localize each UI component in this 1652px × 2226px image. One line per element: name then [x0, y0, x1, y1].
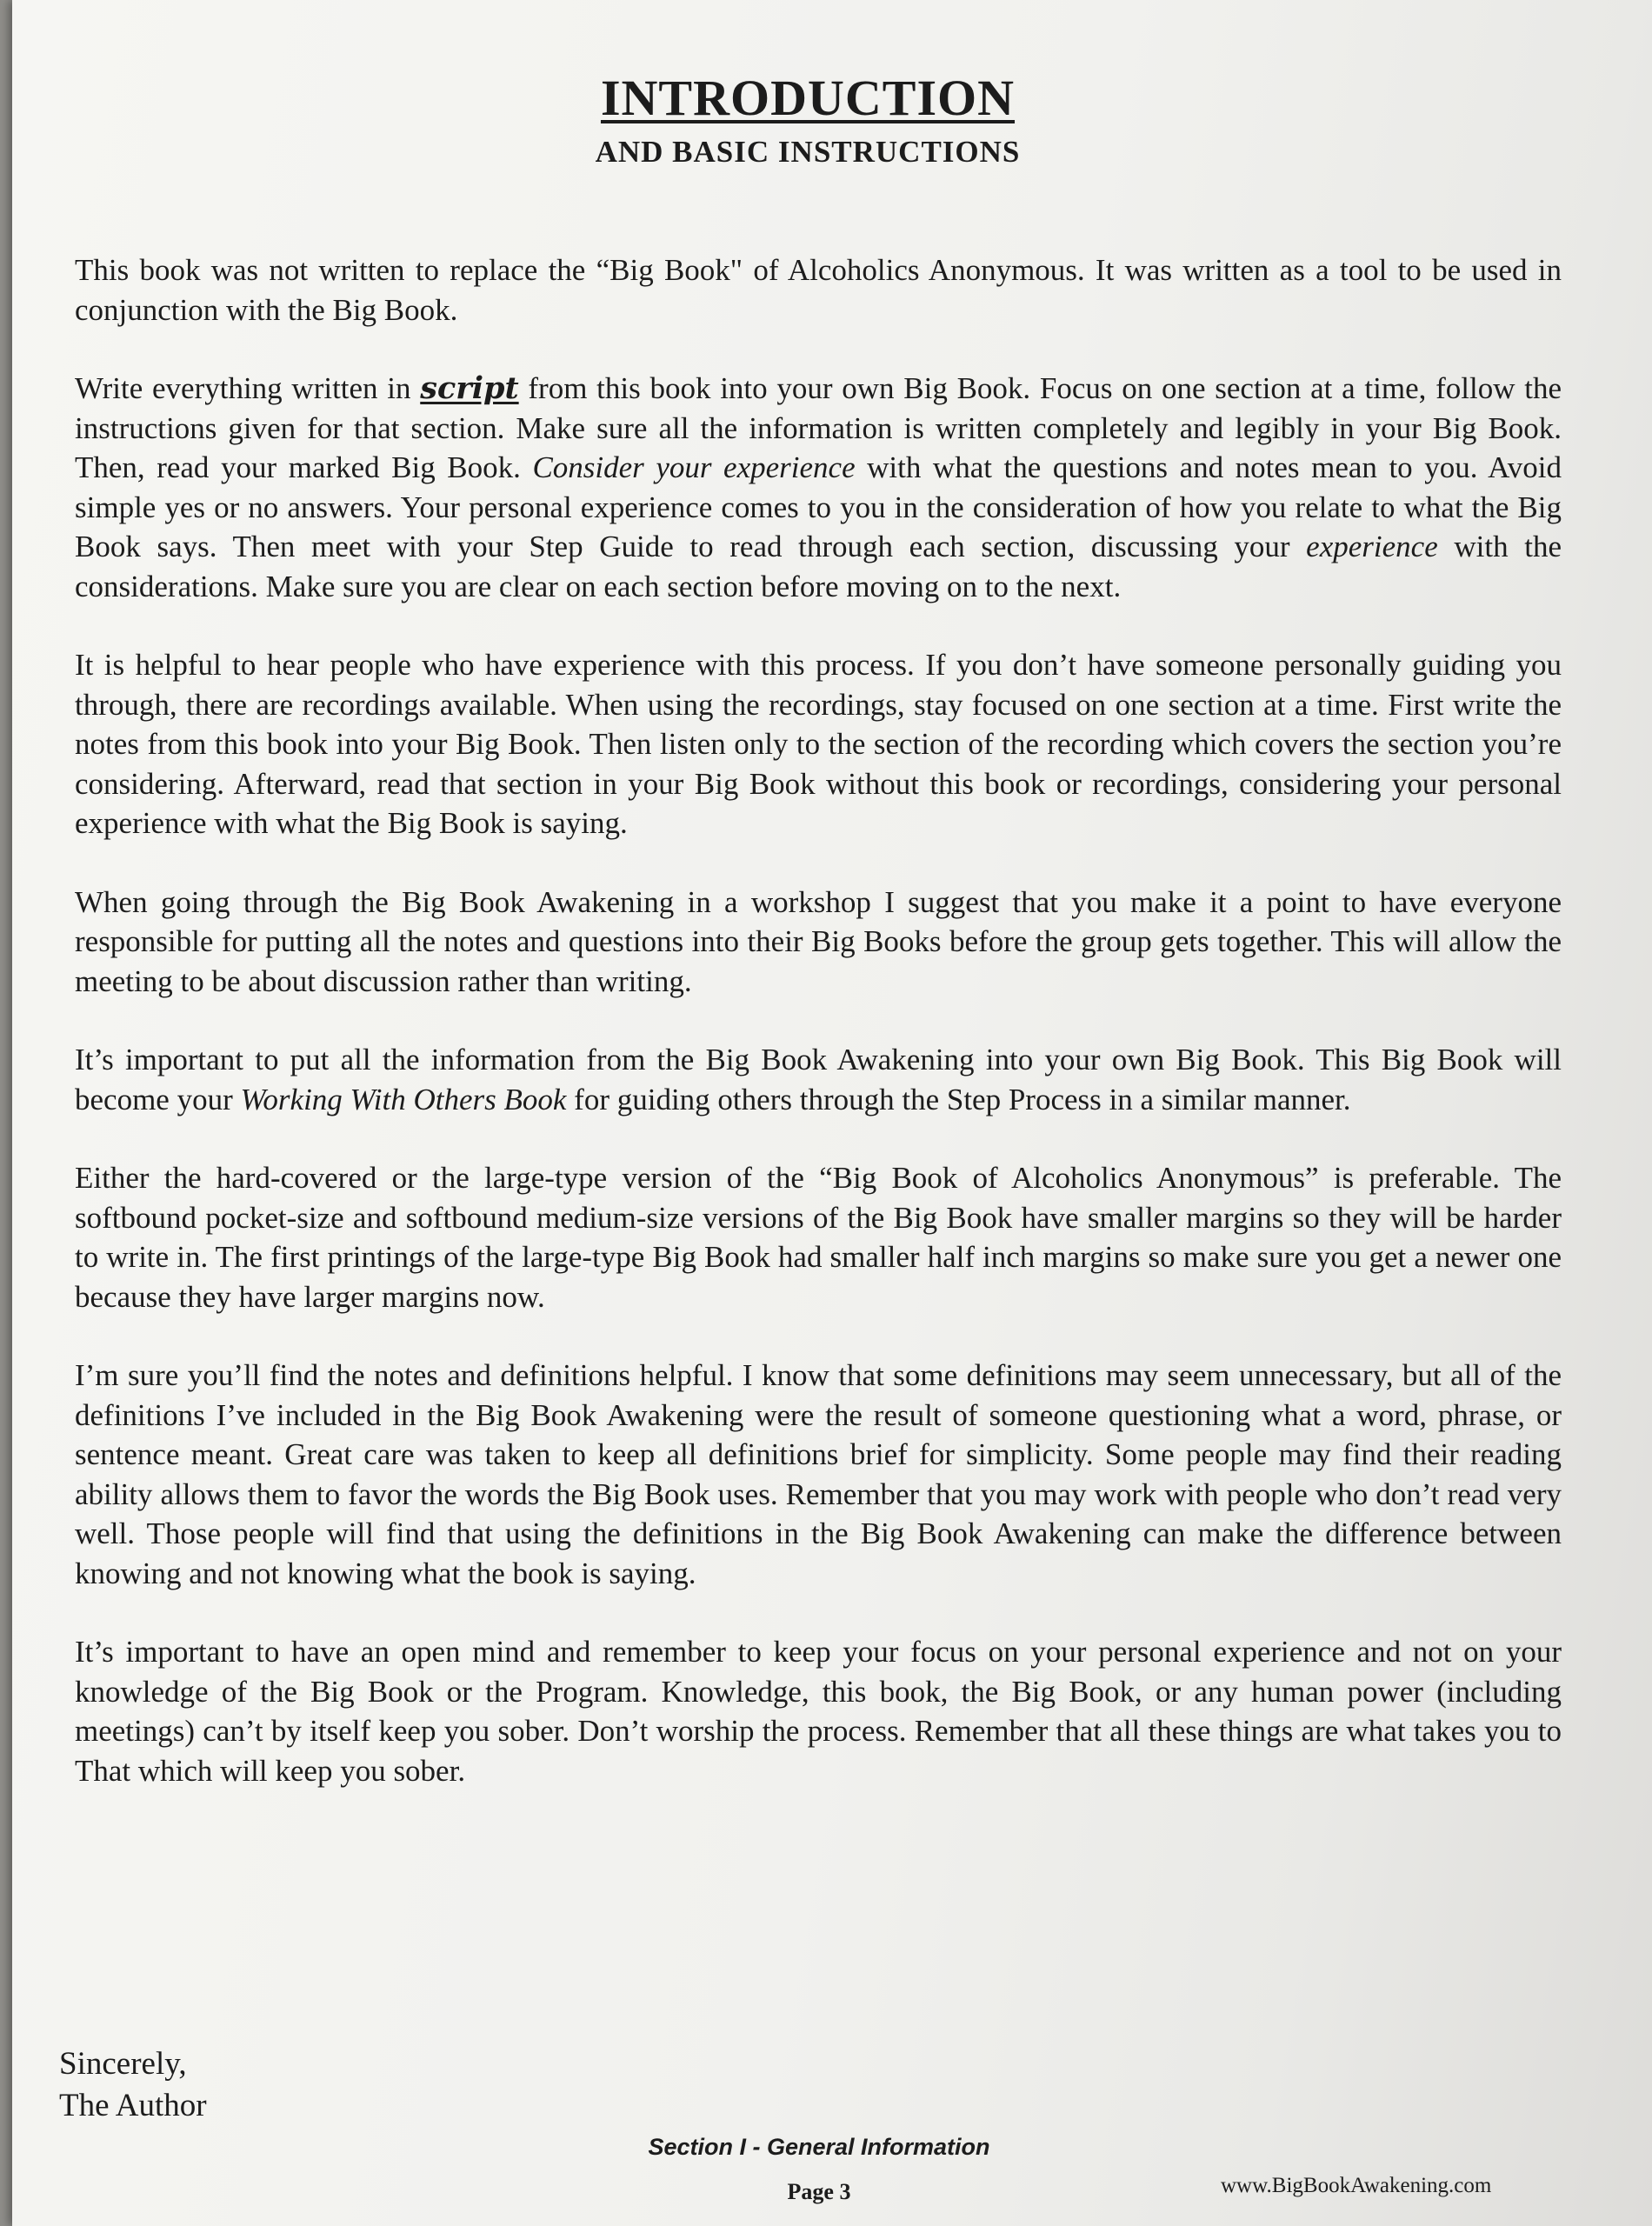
working-with-others-emphasis: Working With Others Book [240, 1082, 567, 1116]
document-page [12, 0, 1652, 2226]
paragraph-2-text-a: Write everything written in [75, 371, 421, 405]
signature: The Author [59, 2088, 207, 2123]
script-word: script [420, 370, 519, 406]
paragraph-5-text-b: for guiding others through the Step Process in a similar manner. [566, 1082, 1351, 1116]
paragraph-5-text-a: It’s important to put all the information from the Big Book Awakening into your own Big Book. This Big Book will become your [75, 1043, 1562, 1116]
page-title: INTRODUCTION [600, 70, 1016, 126]
paragraph-2 [75, 369, 1562, 606]
paragraph-1: This book was not written to replace the “Big Book" of Alcoholics Anonymous. It was written as a tool to be used in conjunction with the Big Book. [75, 253, 1562, 327]
paragraph-7: I’m sure you’ll find the notes and definitions helpful. I know that some definitions may seem unnecessary, but all of the definitions I’ve included in the Big Book Awakening were the result of someone questioning what a word, phrase, or sentence meant. Great care was taken to keep all definitions brief for simplicity. Some people may find their reading ability allows them to favor the words the Big Book uses. Remember that you may work with people who don’t read very well. Those people will find that using the definitions in the Big Book Awakening can make the difference between knowing and not knowing what the book is saying. [75, 1358, 1562, 1590]
paragraph-2-text-b: from this book into your own Big Book. Focus on one section at a time, follow the instructions given for that section. Make sure all the information is written completely and legibly in your Big Book. Then, read your marked Big Book. [75, 371, 1562, 484]
paragraph-5 [75, 1040, 1562, 1119]
paragraph-3: It is helpful to hear people who have experience with this process. If you don’t have someone personally guiding you through, there are recordings available. When using the recordings, stay focused on one section at a time. First write the notes from this book into your Big Book. Then listen only to the section of the recording which covers the section you’re considering. Afterward, read that section in your Big Book without this book or recordings, considering your personal experience with what the Big Book is saying. [75, 648, 1562, 840]
paragraph-2-text-d: with the considerations. Make sure you are clear on each section before moving on to the next. [75, 530, 1562, 603]
body-text [75, 250, 1562, 1829]
experience-emphasis: experience [1306, 530, 1438, 563]
page-subtitle: AND BASIC INSTRUCTIONS [595, 135, 1021, 169]
closing [59, 2043, 207, 2127]
paragraph-4: When going through the Big Book Awakening in a workshop I suggest that you make it a point to have everyone responsible for putting all the notes and questions into their Big Books before the group gets together. This will allow the meeting to be about discussion rather than writing. [75, 884, 1562, 998]
paragraph-6: Either the hard-covered or the large-type version of the “Big Book of Alcoholics Anonymous” is preferable. The softbound pocket-size and softbound medium-size versions of the Big Book have smaller margins so they will be harder to write in. The first printings of the large-type Big Book had smaller half inch margins so make sure you get a newer one because they have larger margins now. [75, 1161, 1562, 1314]
title-block [12, 68, 1603, 170]
paragraph-8: It’s important to have an open mind and remember to keep your focus on your personal experience and not on your knowledge of the Big Book or the Program. Knowledge, this book, the Big Book, or any human power (including meetings) can’t by itself keep you sober. Don’t worship the process. Remember that all these things are what takes you to That which will keep you sober. [75, 1635, 1562, 1788]
footer-page-number: Page 3 [787, 2179, 851, 2204]
consider-experience-emphasis: Consider your experience [532, 450, 856, 484]
footer-url: www.BigBookAwakening.com [1221, 2174, 1492, 2197]
paragraph-2-text-c: with what the questions and notes mean to you. Avoid simple yes or no answers. Your personal experience comes to you in the consideration of how you relate to what the Big Book says. Then meet with your Step Guide to read through each section, discussing your [75, 450, 1562, 563]
footer-section-label: Section I - General Information [648, 2134, 990, 2160]
salutation: Sincerely, [59, 2046, 187, 2082]
